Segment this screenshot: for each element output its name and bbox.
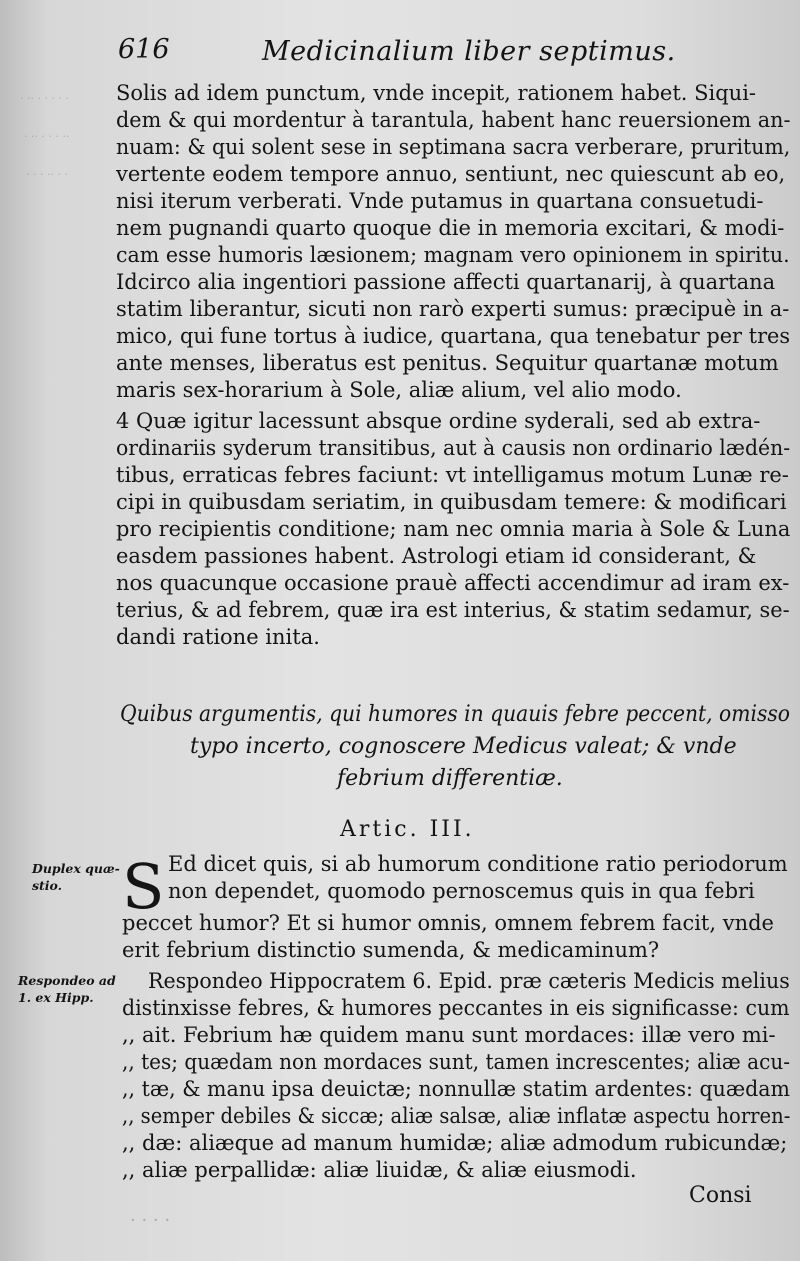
article-line: distinxisse febres, & humores peccantes in eis significasse: cum [122, 996, 790, 1020]
article-line: ,, aliæ perpallidæ: aliæ liuidæ, & aliæ eiusmodi. [122, 1158, 637, 1182]
article-heading: Artic. III. [340, 817, 475, 842]
body-line: nuam: & qui solent sese in septimana sacra verberare, pruritum, [116, 135, 791, 159]
body-line: maris sex-horarium à Sole, aliæ alium, vel alio modo. [116, 378, 682, 402]
section-title-line: typo incerto, cognoscere Medicus valeat; & vnde [190, 734, 737, 759]
body-line: ante menses, liberatus est penitus. Sequitur quartanæ motum [116, 351, 779, 375]
article-line: ,, dæ: aliæque ad manum humidæ; aliæ admodum rubicundæ; [122, 1131, 788, 1155]
margin-note-line: 1. ex Hipp. [18, 990, 94, 1005]
section-title-line: febrium differentiæ. [337, 766, 563, 791]
body-line: terius, & ad febrem, quæ ira est interius, & statim sedamur, se- [116, 598, 790, 622]
body-line: Solis ad idem punctum, vnde incepit, rationem habet. Siqui- [116, 81, 757, 105]
body-line: tibus, erraticas febres faciunt: vt intelligamus motum Lunæ re- [116, 463, 789, 487]
page-header [0, 34, 800, 74]
margin-note-respondeo [18, 972, 116, 1006]
body-line: dandi ratione inita. [116, 625, 320, 649]
body-line: vertente eodem tempore annuo, sentiunt, nec quiescunt ab eo, [116, 162, 786, 186]
article-line: non dependet, quomodo pernoscemus quis in qua febri [168, 879, 755, 903]
body-line: Idcirco alia ingentiori passione affecti quartanarij, à quartana [116, 270, 776, 294]
drop-cap: S [122, 850, 165, 923]
article-line: ,, semper debiles & siccæ; aliæ salsæ, aliæ inflatæ aspectu horren- [122, 1104, 791, 1128]
body-line: ordinariis syderum transitibus, aut à causis non ordinario lædén- [116, 436, 791, 460]
body-line: 4 Quæ igitur lacessunt absque ordine syderali, sed ab extra- [116, 409, 761, 433]
body-line: pro recipientis conditione; nam nec omnia maria à Sole & Luna [116, 517, 791, 541]
margin-note-line: Respondeo ad [18, 973, 116, 988]
bleed-through-signature: · · · · [130, 1210, 171, 1231]
bleed-through-text: · · ·· · · · [26, 168, 68, 181]
body-line: nos quacunque occasione prauè affecti accendimur ad iram ex- [116, 571, 790, 595]
body-line: dem & qui mordentur à tarantula, habent hanc reuersionem an- [116, 108, 791, 132]
article-line: erit febrium distinctio sumenda, & medicaminum? [122, 938, 660, 962]
article-line: ,, tes; quædam non mordaces sunt, tamen increscentes; aliæ acu- [122, 1050, 790, 1074]
article-line: peccet humor? Et si humor omnis, omnem febrem facit, vnde [122, 911, 774, 935]
bleed-through-text: · · · · · ·· · [20, 92, 69, 105]
body-line: cipi in quibusdam seriatim, in quibusdam temere: & modificari [116, 490, 787, 514]
body-line: cam esse humoris læsionem; magnam vero opinionem in spiritu. [116, 243, 790, 267]
margin-note-line: stio. [32, 878, 63, 893]
article-line: Ed dicet quis, si ab humorum conditione ratio periodorum [168, 852, 788, 876]
body-line: easdem passiones habent. Astrologi etiam id considerant, & [116, 544, 757, 568]
margin-note-line: Duplex quæ- [32, 861, 120, 876]
body-line: statim liberantur, sicuti non rarò experti sumus: præcipuè in a- [116, 297, 790, 321]
catchword: Consi [689, 1183, 752, 1208]
bleed-through-text: ·· · · · ·· · [24, 130, 70, 143]
article-line: ,, ait. Febrium hæ quidem manu sunt mordaces: illæ vero mi- [122, 1023, 776, 1047]
body-line: nisi iterum verberati. Vnde putamus in quartana consuetudi- [116, 189, 764, 213]
article-line: ,, tæ, & manu ipsa deuictæ; nonnullæ statim ardentes: quædam [122, 1077, 790, 1101]
section-title-line: Quibus argumentis, qui humores in quauis febre peccent, omisso [120, 702, 790, 727]
body-line: nem pugnandi quarto quoque die in memoria excitari, & modi- [116, 216, 785, 240]
article-line: Respondeo Hippocratem 6. Epid. præ cæteris Medicis melius [148, 969, 790, 993]
page-number: 616 [118, 34, 170, 65]
running-title: Medicinalium liber septimus. [262, 36, 676, 67]
margin-note-duplex [32, 860, 120, 894]
body-line: mico, qui fune tortus à iudice, quartana, qua tenebatur per tres [116, 324, 791, 348]
